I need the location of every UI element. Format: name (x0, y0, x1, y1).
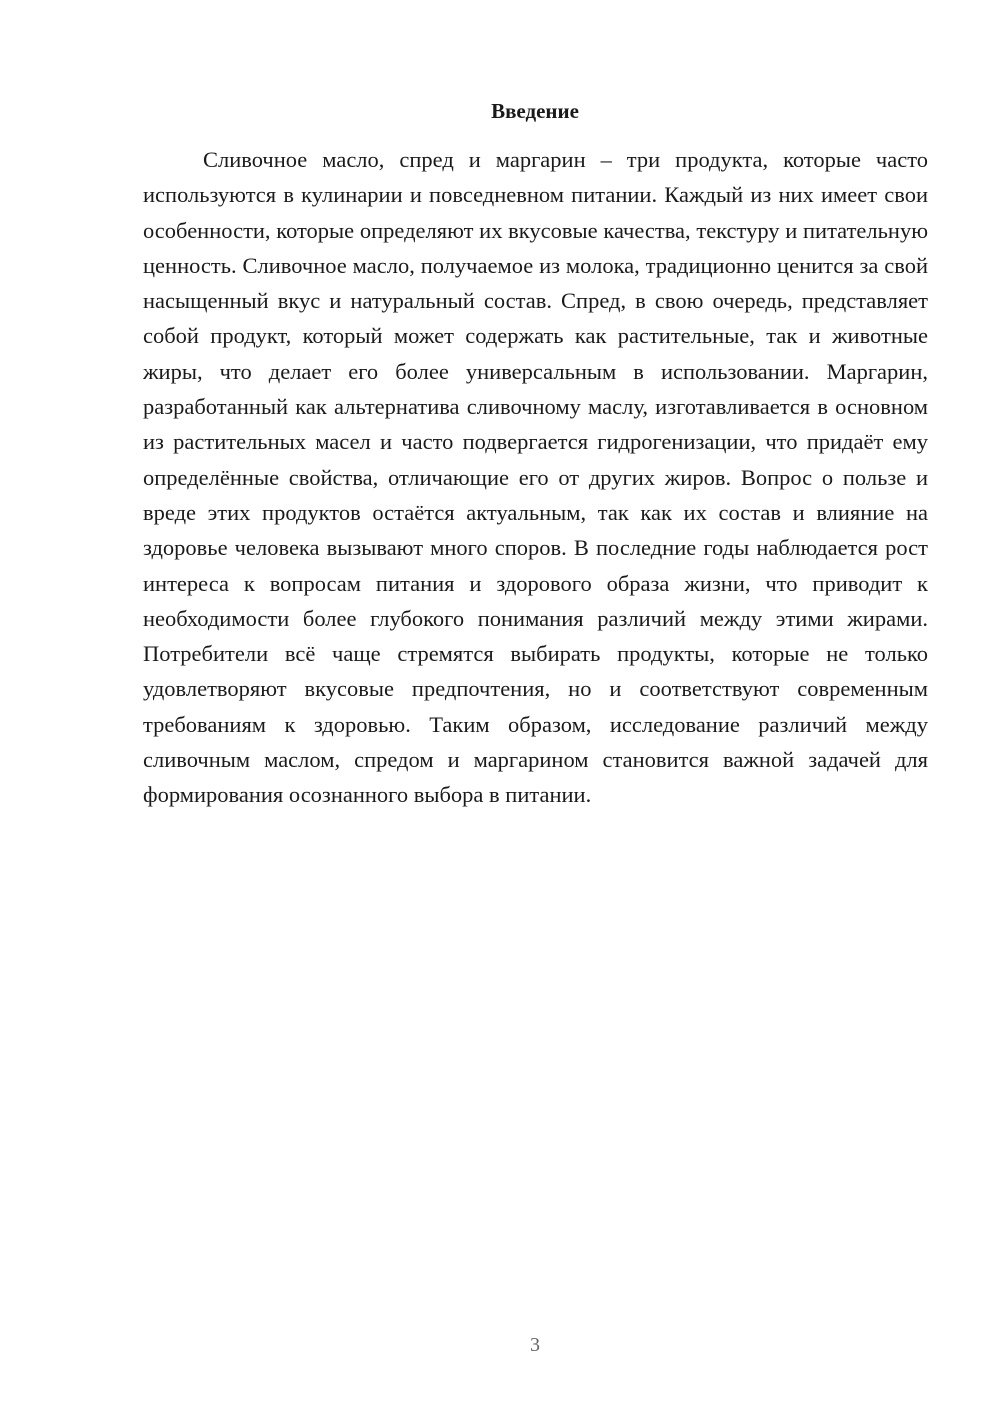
body-paragraph: Сливочное масло, спред и маргарин – три продукта, которые часто используются в кулинарии и повседневном питании. Каждый из них имеет свои особенности, которые определяют их вкусовые качества, текстуру и питательную ценность. Сливочное масло, получаемое из молока, традиционно ценится за свой насыщенный вкус и натуральный состав. Спред, в свою очередь, представляет собой продукт, который может содержать как растительные, так и животные жиры, что делает его более универсальным в использовании. Маргарин, разработанный как альтернатива сливочному маслу, изготавливается в основном из растительных масел и часто подвергается гидрогенизации, что придаёт ему определённые свойства, отличающие его от других жиров. Вопрос о пользе и вреде этих продуктов остаётся актуальным, так как их состав и влияние на здоровье человека вызывают много споров. В последние годы наблюдается рост интереса к вопросам питания и здорового образа жизни, что приводит к необходимости более глубокого понимания различий между этими жирами. Потребители всё чаще стремятся выбирать продукты, которые не только удовлетворяют вкусовые предпочтения, но и соответствуют современным требованиям к здоровью. Таким образом, исследование различий между сливочным маслом, спредом и маргарином становится важной задачей для формирования осознанного выбора в питании. (143, 147, 928, 808)
section-heading: Введение (491, 99, 579, 123)
page-number: 3 (530, 1334, 540, 1356)
